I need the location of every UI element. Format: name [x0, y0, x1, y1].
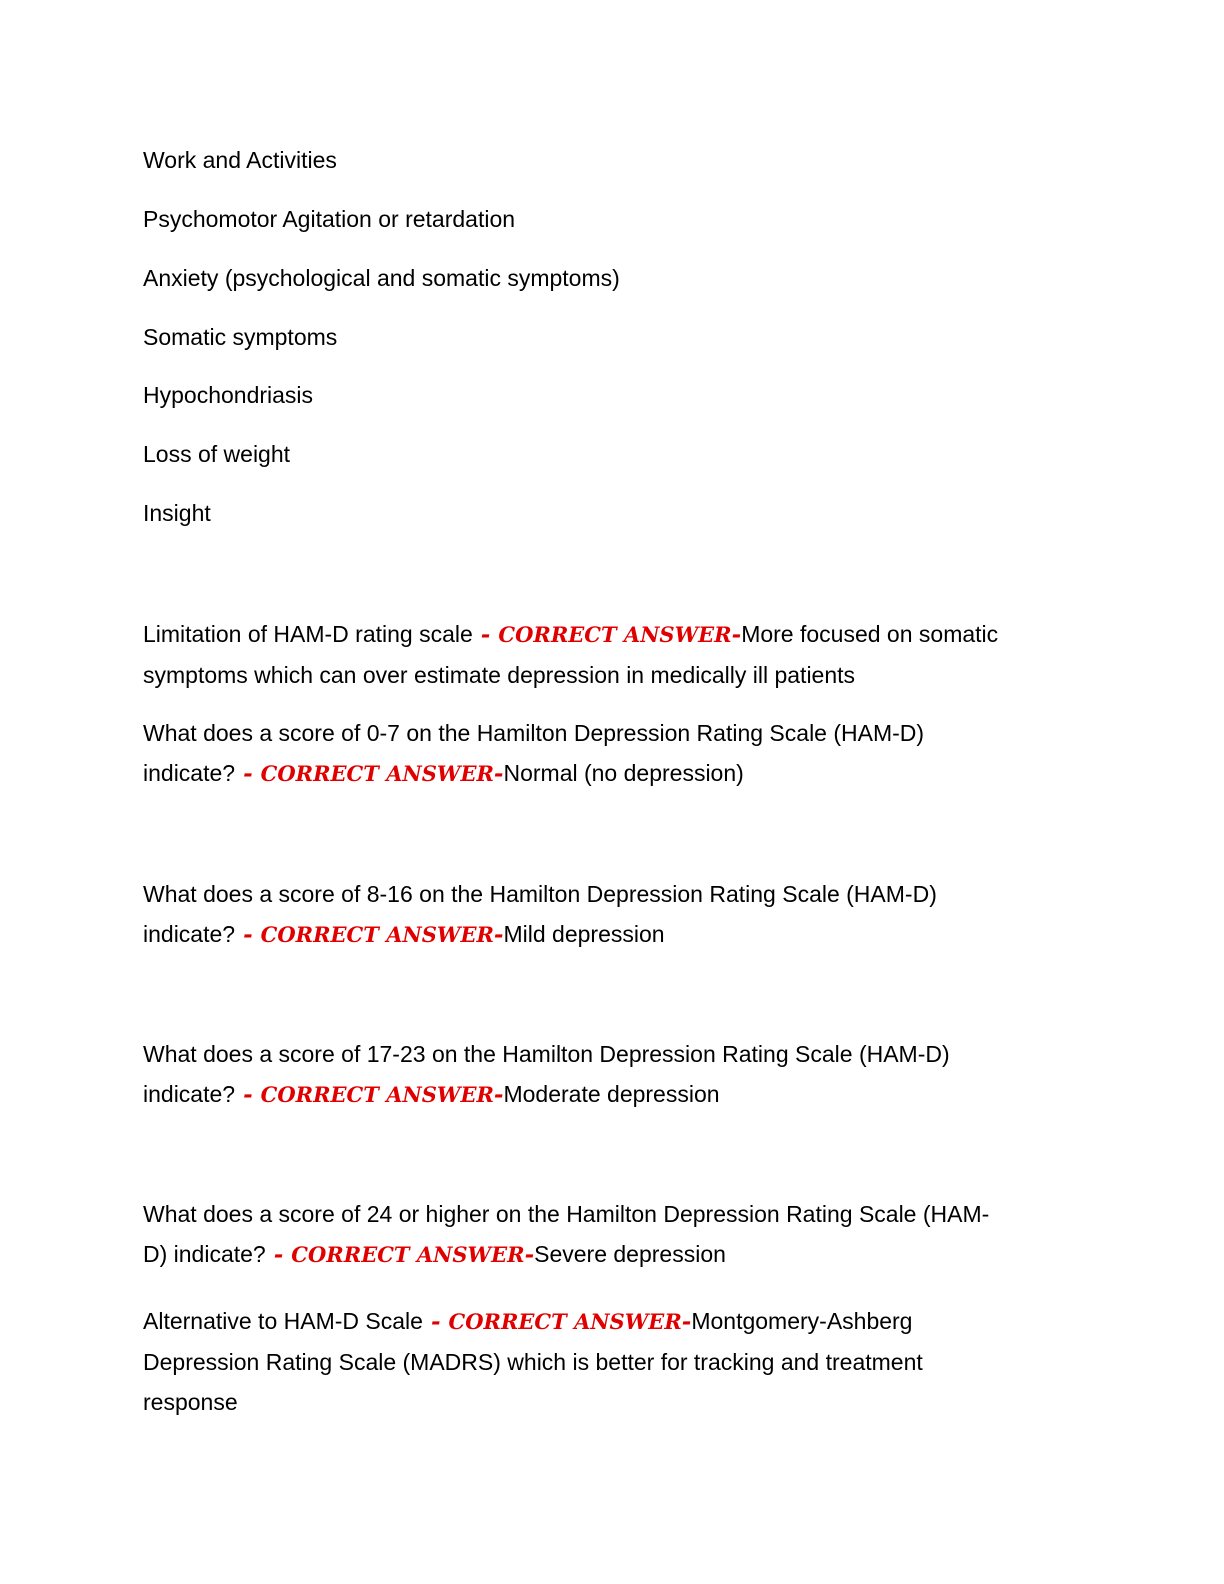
list-item: Insight: [143, 500, 211, 526]
list-item: Anxiety (psychological and somatic symptoms): [143, 265, 620, 291]
qa-item: [143, 614, 1083, 695]
qa-line: [143, 614, 1083, 655]
answer-continuation: symptoms which can over estimate depression in medically ill patients: [143, 662, 856, 688]
list-item: Hypochondriasis: [143, 382, 314, 408]
list-item: Psychomotor Agitation or retardation: [143, 206, 516, 232]
correct-answer-marker: - CORRECT ANSWER-: [235, 1081, 504, 1108]
question-text: What does a score of 24 or higher on the Hamilton Depression Rating Scale (HAM-: [143, 1201, 990, 1227]
answer-text: Severe depression: [534, 1241, 726, 1267]
answer-text: More focused on somatic: [741, 621, 999, 647]
answer-text: Mild depression: [503, 921, 665, 947]
question-text: What does a score of 8-16 on the Hamilton Depression Rating Scale (HAM-D): [143, 881, 937, 907]
question-text: What does a score of 17-23 on the Hamilton Depression Rating Scale (HAM-D): [143, 1041, 950, 1067]
list-item: Loss of weight: [143, 441, 291, 467]
correct-answer-marker: - CORRECT ANSWER-: [472, 621, 742, 648]
qa-item: [143, 874, 1083, 955]
question-text: indicate?: [143, 921, 236, 947]
qa-item: [143, 1301, 1083, 1422]
correct-answer-marker: - CORRECT ANSWER-: [235, 921, 504, 948]
correct-answer-marker: - CORRECT ANSWER-: [265, 1241, 535, 1268]
qa-item: [143, 1034, 1083, 1115]
answer-text: Normal (no depression): [503, 760, 744, 786]
qa-line: [143, 1074, 1083, 1115]
qa-line: [143, 753, 1083, 794]
qa-item: [143, 1194, 1083, 1275]
question-text: D) indicate?: [143, 1241, 266, 1267]
answer-text: Moderate depression: [503, 1081, 720, 1107]
question-text: indicate?: [143, 760, 236, 786]
answer-continuation: Depression Rating Scale (MADRS) which is better for tracking and treatment: [143, 1349, 923, 1375]
correct-answer-marker: - CORRECT ANSWER-: [235, 760, 504, 787]
answer-continuation: response: [143, 1389, 238, 1415]
question-text: indicate?: [143, 1081, 236, 1107]
qa-line: [143, 1234, 1083, 1275]
qa-line: [143, 1301, 1083, 1342]
qa-item: [143, 713, 1083, 794]
question-text: Alternative to HAM-D Scale: [143, 1308, 423, 1334]
question-text: Limitation of HAM-D rating scale: [143, 621, 473, 647]
list-item: Somatic symptoms: [143, 324, 338, 350]
qa-line: [143, 914, 1083, 955]
correct-answer-marker: - CORRECT ANSWER-: [422, 1308, 692, 1335]
answer-text: Montgomery-Ashberg: [691, 1308, 913, 1334]
list-item: Work and Activities: [143, 147, 337, 173]
question-text: What does a score of 0-7 on the Hamilton Depression Rating Scale (HAM-D): [143, 720, 925, 746]
